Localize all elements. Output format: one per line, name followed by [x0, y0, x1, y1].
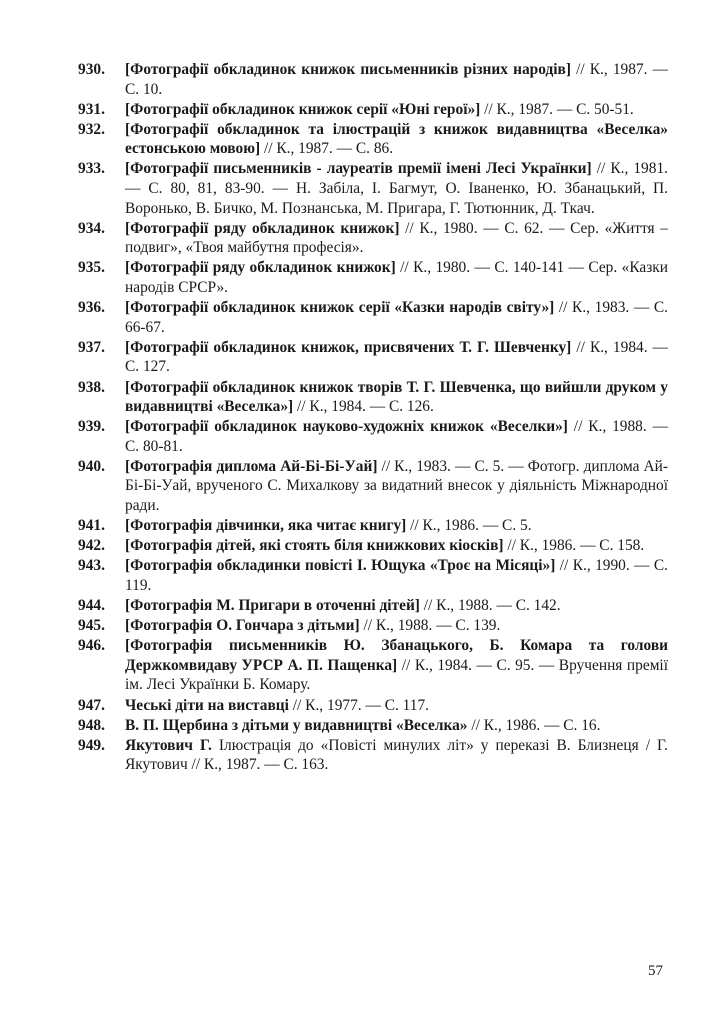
entry-text	[125, 338, 668, 377]
entry-title: [Фотографії ряду обкладинок книжок]	[125, 219, 400, 237]
entry-number: 949.	[78, 736, 105, 754]
entry-title: [Фотографія обкладинки повісті І. Ющука «Троє на Місяці»]	[125, 557, 556, 575]
bibliography-entry	[78, 596, 668, 616]
entry-text	[125, 378, 668, 417]
entry-details: // К., 1987. — С. 10.	[125, 61, 668, 98]
bibliography-entry	[78, 378, 668, 417]
entry-number: 937.	[78, 338, 105, 356]
entry-title: [Фотографії обкладинок книжок творів Т. Г. Шевченка, що вийшли друком у видавництві «Веселка»]	[125, 378, 668, 416]
entry-title: [Фотографія дівчинки, яка читає книгу]	[125, 517, 407, 535]
entry-text	[125, 219, 668, 258]
entry-number: 934.	[78, 219, 105, 237]
entry-details: // К., 1986. — С. 16.	[467, 716, 601, 734]
bibliography-entry	[78, 60, 668, 99]
bibliography-entry	[78, 736, 668, 775]
entry-text	[125, 636, 668, 695]
entry-details: // К., 1984. — С. 126.	[293, 398, 434, 416]
page-number: 57	[648, 963, 663, 979]
entry-text	[125, 696, 668, 716]
bibliography-entry	[78, 616, 668, 636]
entry-number: 946.	[78, 637, 105, 655]
entry-details: // К., 1988. — С. 142.	[419, 597, 561, 615]
entry-details: // К., 1988. — С. 80-81.	[125, 418, 668, 455]
entry-number: 935.	[78, 259, 105, 277]
entry-number: 940.	[78, 457, 105, 475]
bibliography-entry	[78, 120, 668, 159]
entry-details: // К., 1984. — С. 95. — Вручення премії ім. Лесі Українки Б. Комару.	[125, 656, 668, 694]
entry-title: [Фотографії обкладинок та ілюстрацій з книжок видавництва «Веселка» естонською мовою]	[125, 120, 668, 158]
entry-number: 941.	[78, 517, 105, 535]
entry-title: [Фотографія диплома Ай-Бі-Бі-Уай]	[125, 457, 378, 475]
entry-title: [Фотографії обкладинок книжок серії «Юні герої»]	[125, 100, 481, 118]
entry-text	[125, 736, 668, 775]
entry-text	[125, 536, 668, 556]
entry-text	[125, 258, 668, 297]
entry-text	[125, 457, 668, 516]
entry-title: [Фотографії обкладинок книжок, присвячених Т. Г. Шевченку]	[125, 338, 572, 356]
entry-details: // К., 1987. — С. 86.	[260, 140, 394, 158]
entry-number: 945.	[78, 617, 105, 635]
entry-number: 930.	[78, 61, 105, 78]
entry-number: 931.	[78, 100, 105, 118]
entry-details: // К., 1987. — С. 50-51.	[480, 100, 634, 118]
entry-title: [Фотографії письменників - лауреатів премії імені Лесі Українки]	[125, 160, 592, 178]
bibliography-entry	[78, 636, 668, 695]
bibliography-entry	[78, 159, 668, 218]
entry-title: [Фотографія дітей, які стоять біля книжкових кіосків]	[125, 537, 504, 555]
bibliography-entry	[78, 338, 668, 377]
entry-title: [Фотографія М. Пригари в оточенні дітей]	[125, 597, 420, 615]
entry-title: [Фотографії ряду обкладинок книжок]	[125, 259, 396, 277]
entry-details: // К., 1983. — С. 66-67.	[125, 299, 668, 336]
entry-details: Ілюстрація до «Повісті минулих літ» у переказі В. Близнеця / Г. Якутович // К., 1987. — С. 163.	[125, 736, 668, 774]
entry-number: 932.	[78, 120, 105, 138]
entry-title: [Фотографії обкладинок науково-художніх книжок «Веселки»]	[125, 418, 568, 436]
entry-text	[125, 60, 668, 99]
entry-title: В. П. Щербина з дітьми у видавництві «Веселка»	[125, 716, 468, 734]
entry-details: // К., 1990. — С. 119.	[125, 557, 668, 594]
bibliography-entry	[78, 258, 668, 297]
entry-details: // К., 1980. — С. 140-141 — Сер. «Казки народів СРСР».	[125, 259, 669, 297]
entry-text	[125, 298, 668, 337]
entry-number: 943.	[78, 557, 105, 575]
entry-text	[125, 100, 668, 120]
entry-number: 948.	[78, 716, 105, 734]
bibliography-entry	[78, 716, 668, 736]
entry-title: Якутович Г.	[125, 736, 212, 754]
entry-title: [Фотографії обкладинок книжок серії «Казки народів світу»]	[125, 299, 555, 317]
entry-text	[125, 516, 668, 536]
entry-details: // К., 1988. — С. 139.	[359, 617, 501, 635]
entry-text	[125, 716, 668, 736]
bibliography-entry	[78, 516, 668, 536]
entry-text	[125, 417, 668, 456]
entry-number: 942.	[78, 537, 105, 555]
entry-number: 938.	[78, 378, 105, 396]
entry-title: [Фотографії обкладинок книжок письменників різних народів]	[125, 61, 571, 78]
entry-text	[125, 556, 668, 595]
entry-details: // К., 1981. — С. 80, 81, 83-90. — Н. Забіла, І. Багмут, О. Іваненко, Ю. Збанацький, П. Воронько, В. Бичко, М. Познанська, М. Пригара, Г. Тютюнник, Д. Ткач.	[125, 160, 668, 217]
entry-text	[125, 616, 668, 636]
entry-details: // К., 1983. — С. 5. — Фотогр. диплома Ай-Бі-Бі-Уай, врученого С. Михалкову за видатний внесок у діяльність Міжнародної ради.	[125, 457, 668, 515]
bibliography-entry	[78, 536, 668, 556]
bibliography-entry	[78, 556, 668, 595]
entry-text	[125, 120, 668, 159]
entry-title: Чеські діти на виставці	[125, 696, 289, 714]
entry-number: 939.	[78, 418, 105, 436]
bibliography-entry	[78, 219, 668, 258]
entry-details: // К., 1977. — С. 117.	[288, 696, 430, 714]
entry-text	[125, 596, 668, 616]
entry-details: // К., 1986. — С. 158.	[503, 537, 645, 555]
entry-title: [Фотографія О. Гончара з дітьми]	[125, 617, 360, 635]
entry-number: 947.	[78, 696, 105, 714]
entry-details: // К., 1986. — С. 5.	[406, 517, 532, 535]
bibliography-entry	[78, 417, 668, 456]
entry-details: // К., 1980. — С. 62. — Сер. «Життя – подвиг», «Твоя майбутня професія».	[125, 219, 668, 257]
entry-text	[125, 159, 668, 218]
bibliography-list	[78, 60, 668, 775]
bibliography-entry	[78, 298, 668, 337]
bibliography-entry	[78, 100, 668, 120]
entry-details: // К., 1984. — С. 127.	[125, 338, 668, 376]
entry-number: 944.	[78, 597, 105, 615]
entry-number: 933.	[78, 160, 105, 178]
bibliography-entry	[78, 696, 668, 716]
entry-title: [Фотографія письменників Ю. Збанацького, Б. Комара та голови Держкомвидаву УРСР А. П. Пащенка]	[125, 637, 668, 674]
bibliography-entry	[78, 457, 668, 516]
entry-number: 936.	[78, 299, 105, 317]
